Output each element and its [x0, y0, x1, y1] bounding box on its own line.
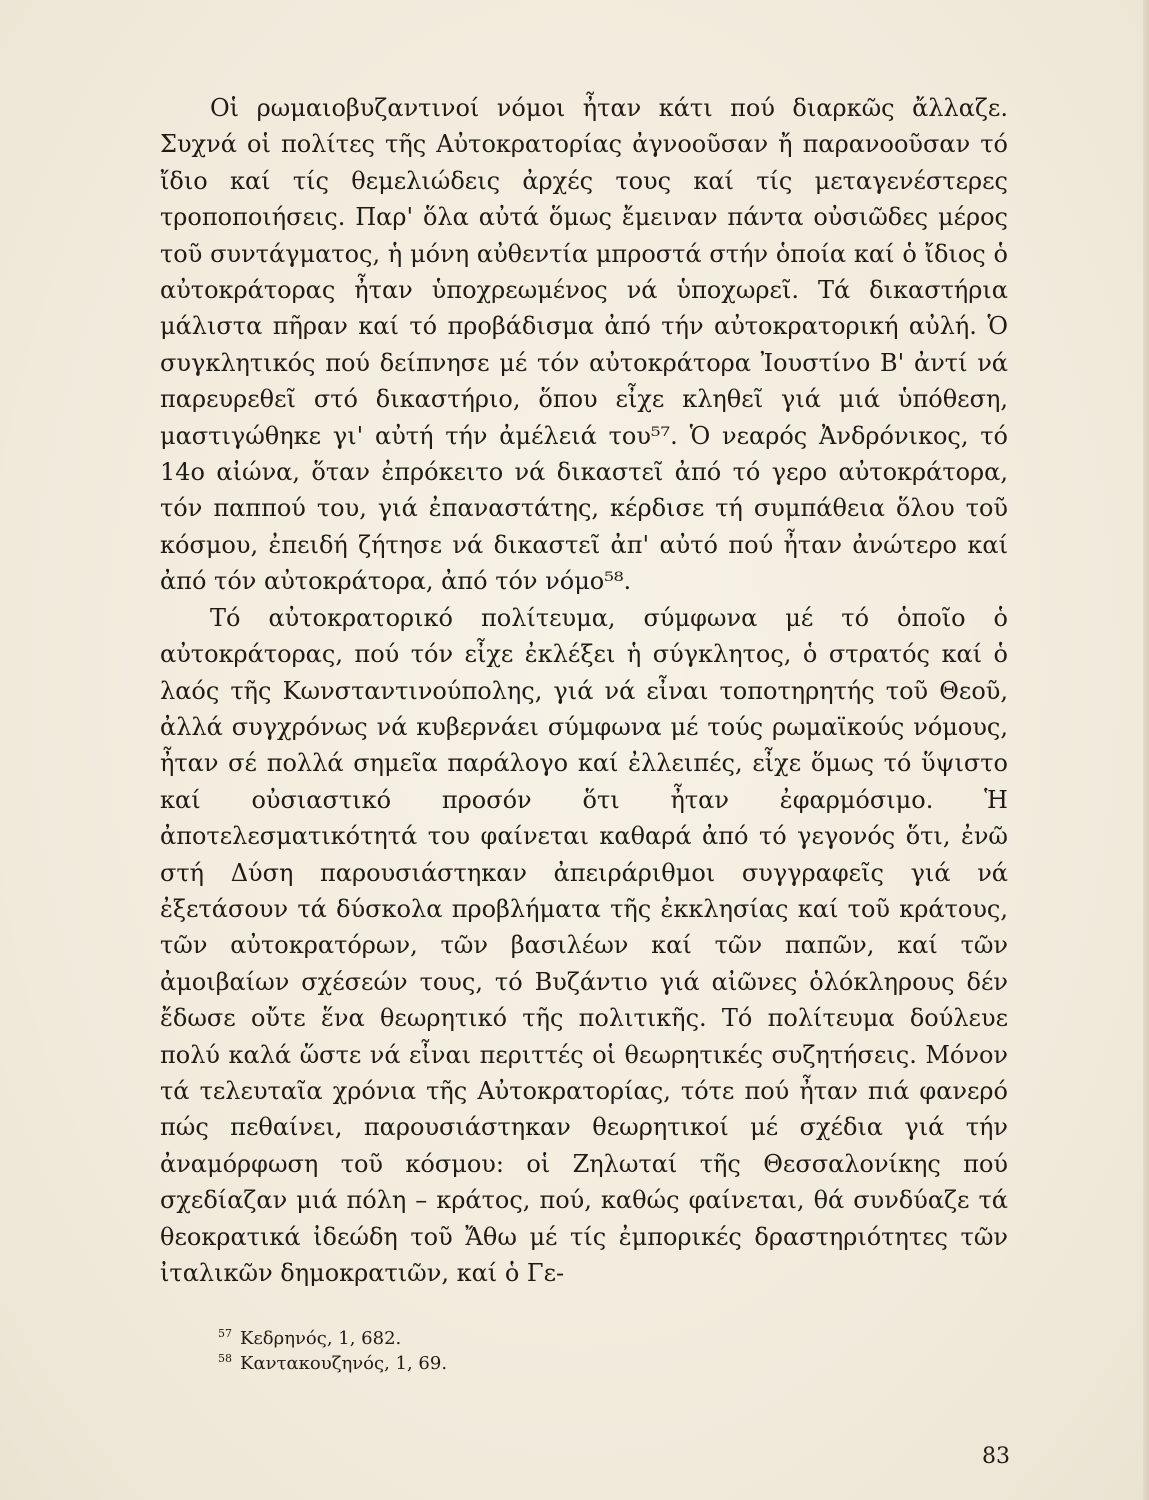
footnote-text: Κεδρηνός, 1, 682. [240, 1328, 402, 1349]
footnote-text: Καντακουζηνός, 1, 69. [240, 1353, 448, 1374]
page-number: 83 [982, 1444, 1010, 1469]
footnote-58 [218, 1351, 738, 1376]
footnote-57 [218, 1326, 738, 1351]
footnote-marker: 58 [218, 1352, 232, 1365]
footnote-marker: 57 [218, 1327, 232, 1340]
paragraph-2: Τό αὐτοκρατορικό πολίτευμα, σύμφωνα μέ τό ὁποῖο ὁ αὐτοκράτορας, πού τόν εἶχε ἐκλέξει ἡ σύγκλητος, ὁ στρατός καί ὁ λαός τῆς Κωνσταντινούπολης, γιά νά εἶναι τοποτηρητής τοῦ Θεοῦ, ἀλλά συγχρόνως νά κυβερνάει σύμφωνα μέ τούς ρωμαϊκούς νόμους, ἦταν σέ πολλά σημεῖα παράλογο καί ἐλλειπές, εἶχε ὅμως τό ὕψιστο καί οὐσιαστικό προσόν ὅτι ἦταν ἐφαρμόσιμο. Ἡ ἀποτελεσματικότητά του φαίνεται καθαρά ἀπό τό γεγονός ὅτι, ἐνῶ στή Δύση παρουσιάστηκαν ἀπειράριθμοι συγγραφεῖς γιά νά ἐξετάσουν τά δύσκολα προβλήματα τῆς ἐκκλησίας καί τοῦ κράτους, τῶν αὐτοκρατόρων, τῶν βασιλέων καί τῶν παπῶν, καί τῶν ἀμοιβαίων σχέσεών τους, τό Βυζάντιο γιά αἰῶνες ὁλόκληρους δέν ἔδωσε οὔτε ἕνα θεωρητικό τῆς πολιτικῆς. Τό πολίτευμα δούλευε πολύ καλά ὥστε νά εἶναι περιττές οἱ θεωρητικές συζητήσεις. Μόνον τά τελευταῖα χρόνια τῆς Αὐτοκρατορίας, τότε πού ἦταν πιά φανερό πώς πεθαίνει, παρουσιάστηκαν θεωρητικοί μέ σχέδια γιά τήν ἀναμόρφωση τοῦ κόσμου: οἱ Ζηλωταί τῆς Θεσσαλονίκης πού σχεδίαζαν μιά πόλη – κράτος, πού, καθώς φαίνεται, θά συνδύαζε τά θεοκρατικά ἰδεώδη τοῦ Ἄθω μέ τίς ἐμπορικές δραστηριότητες τῶν ἰταλικῶν δημοκρατιῶν, καί ὁ Γε- [160, 603, 1008, 1287]
paragraph-1: Οἱ ρωμαιοβυζαντινοί νόμοι ἦταν κάτι πού διαρκῶς ἄλλαζε. Συχνά οἱ πολίτες τῆς Αὐτοκρατορίας ἀγνοοῦσαν ἤ παρανοοῦσαν τό ἴδιο καί τίς θεμελιώδεις ἀρχές τους καί τίς μεταγενέστερες τροποποιήσεις. Παρ' ὅλα αὐτά ὅμως ἔμειναν πάντα οὐσιῶδες μέρος τοῦ συντάγματος, ἡ μόνη αὐθεντία μπροστά στήν ὁποία καί ὁ ἴδιος ὁ αὐτοκράτορας ἦταν ὑποχρεωμένος νά ὑποχωρεῖ. Τά δικαστήρια μάλιστα πῆραν καί τό προβάδισμα ἀπό τήν αὐτοκρατορική αὐλή. Ὁ συγκλητικός πού δείπνησε μέ τόν αὐτοκράτορα Ἰουστίνο Β' ἀντί νά παρευρεθεῖ στό δικαστήριο, ὅπου εἶχε κληθεῖ γιά μιά ὑπόθεση, μαστιγώθηκε γι' αὐτή τήν ἀμέλειά του⁵⁷. Ὁ νεαρός Ἀνδρόνικος, τό 14ο αἰώνα, ὅταν ἐπρόκειτο νά δικαστεῖ ἀπό τό γερο αὐτοκράτορα, τόν παππού του, γιά ἐπαναστάτης, κέρδισε τή συμπάθεια ὅλου τοῦ κόσμου, ἐπειδή ζήτησε νά δικαστεῖ ἀπ' αὐτό πού ἦταν ἀνώτερο καί ἀπό τόν αὐτοκράτορα, ἀπό τόν νόμο⁵⁸. [160, 94, 1008, 596]
footnotes [218, 1326, 738, 1376]
body-text [160, 90, 1008, 1291]
page-edge-shadow [1143, 0, 1149, 1500]
